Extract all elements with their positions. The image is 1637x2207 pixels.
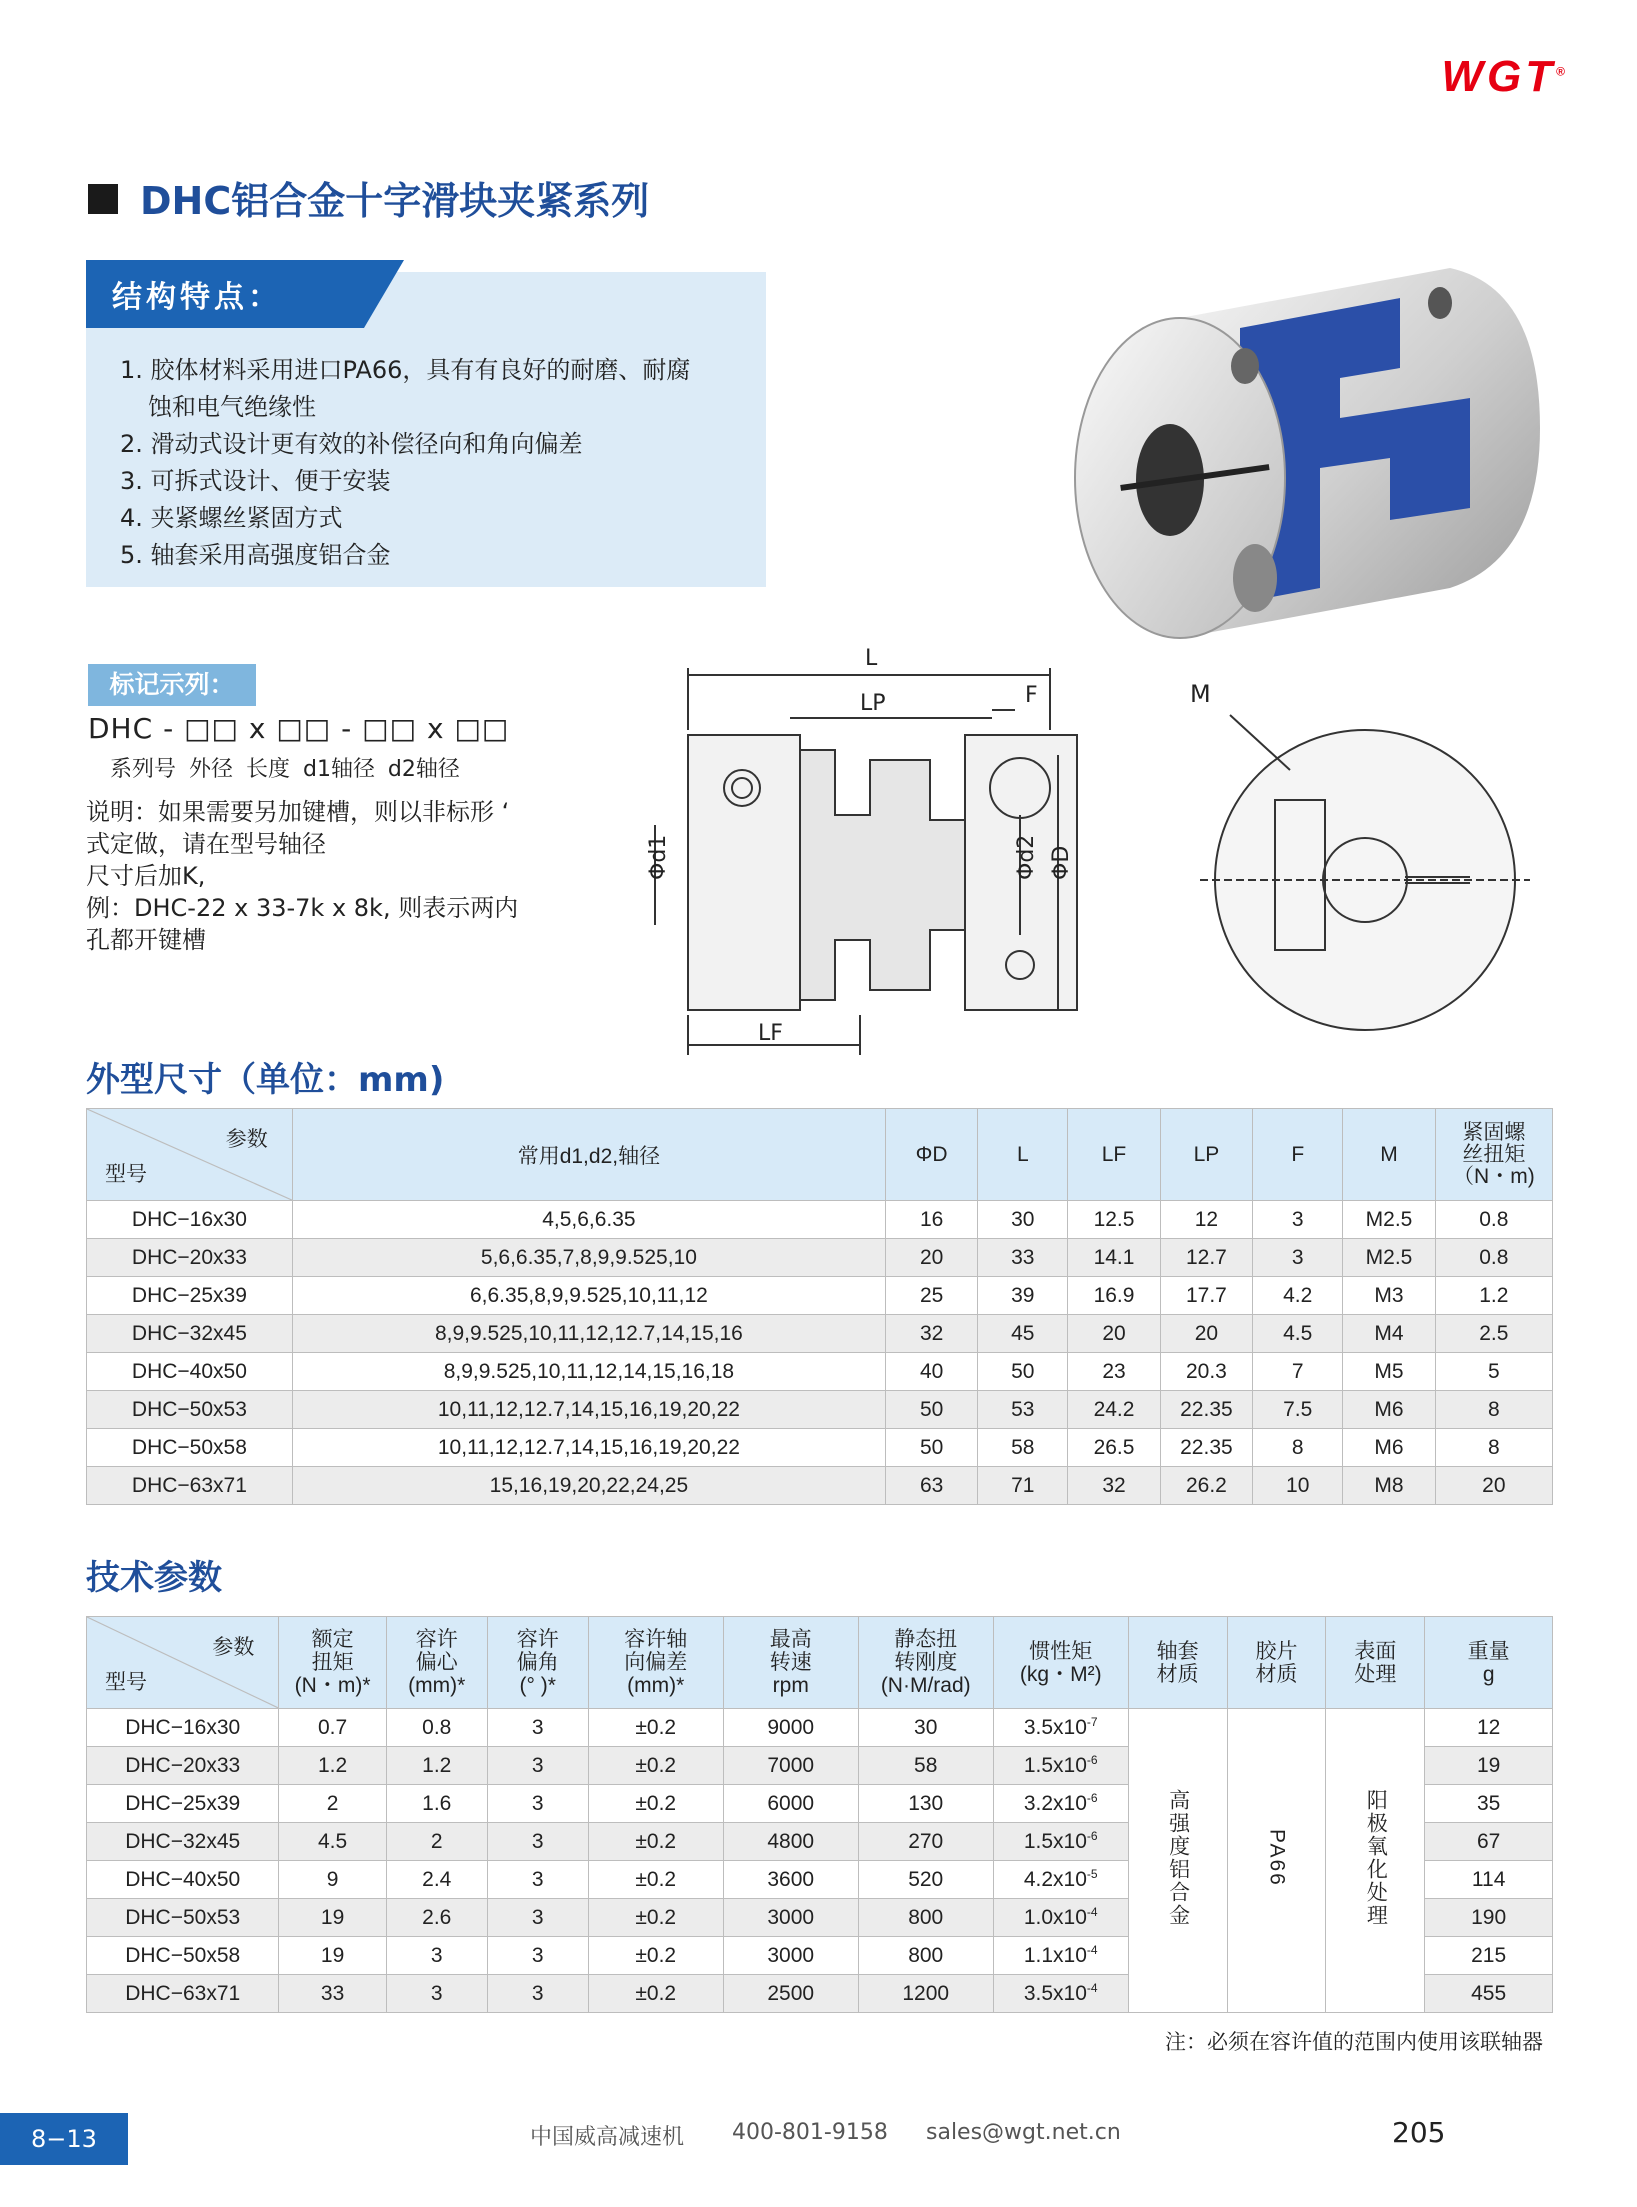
model-cell: DHC−63x71 (87, 1467, 293, 1505)
value-cell: 5,6,6.35,7,8,9,9.525,10 (292, 1239, 885, 1277)
inertia-cell: $1.1x10^{-4}$ (993, 1937, 1128, 1975)
value-cell: 3 (487, 1861, 588, 1899)
table-row (87, 1353, 1553, 1391)
feature-item: 5. 轴套采用高强度铝合金 (120, 541, 391, 569)
feature-item: 3. 可拆式设计、便于安装 (120, 467, 391, 495)
value-cell: 0.8 (386, 1709, 487, 1747)
footer-email[interactable]: sales@wgt.net.cn (926, 2120, 1121, 2145)
value-cell: M2.5 (1343, 1239, 1435, 1277)
value-cell: 58 (858, 1747, 993, 1785)
value-cell: 63 (886, 1467, 978, 1505)
model-cell: DHC−50x53 (87, 1391, 293, 1429)
model-cell: DHC−50x58 (87, 1937, 279, 1975)
feature-item: 4. 夹紧螺丝紧固方式 (120, 504, 343, 532)
side-view-drawing (620, 640, 1180, 1070)
value-cell: ±0.2 (588, 1747, 723, 1785)
weight-cell: 455 (1425, 1975, 1553, 2013)
tech-corner-header: 参数 型号 (87, 1617, 279, 1709)
value-cell: M6 (1343, 1429, 1435, 1467)
model-code-pattern: DHC - □□ x □□ - □□ x □□ (88, 712, 510, 745)
value-cell: 50 (886, 1391, 978, 1429)
value-cell: 50 (978, 1353, 1068, 1391)
inertia-cell: $3.2x10^{-6}$ (993, 1785, 1128, 1823)
footer-phone: 400-801-9158 (732, 2120, 888, 2145)
model-cell: DHC−40x50 (87, 1353, 293, 1391)
value-cell: 8 (1253, 1429, 1343, 1467)
value-cell: 23 (1068, 1353, 1160, 1391)
model-cell: DHC−16x30 (87, 1709, 279, 1747)
value-cell: 1.6 (386, 1785, 487, 1823)
col-header: L (978, 1109, 1068, 1201)
label-F: F (1025, 683, 1038, 708)
value-cell: 16.9 (1068, 1277, 1160, 1315)
inertia-cell: $1.5x10^{-6}$ (993, 1823, 1128, 1861)
model-cell: DHC−32x45 (87, 1823, 279, 1861)
label-L: L (865, 646, 878, 671)
value-cell: 0.8 (1435, 1239, 1552, 1277)
col-header: 紧固螺 丝扭矩 （N・m) (1435, 1109, 1552, 1201)
value-cell: 2.4 (386, 1861, 487, 1899)
features-heading: 结构特点： (112, 280, 282, 315)
model-cell: DHC−50x58 (87, 1429, 293, 1467)
table-row (87, 1201, 1553, 1239)
col-header: 额定 扭矩 (N・m)* (279, 1617, 386, 1709)
col-header: 重量 g (1425, 1617, 1553, 1709)
table-row (87, 1709, 1553, 1747)
table-row (87, 1277, 1553, 1315)
footnote: 注：必须在容许值的范围内使用该联轴器 (1165, 2030, 1543, 2054)
value-cell: ±0.2 (588, 1975, 723, 2013)
value-cell: 7.5 (1253, 1391, 1343, 1429)
value-cell: 3 (487, 1709, 588, 1747)
value-cell: 32 (886, 1315, 978, 1353)
value-cell: ±0.2 (588, 1861, 723, 1899)
value-cell: 2.5 (1435, 1315, 1552, 1353)
inertia-cell: $3.5x10^{-7}$ (993, 1709, 1128, 1747)
value-cell: 30 (978, 1201, 1068, 1239)
features-list (120, 352, 760, 574)
value-cell: 26.5 (1068, 1429, 1160, 1467)
value-cell: 20 (886, 1239, 978, 1277)
value-cell: ±0.2 (588, 1709, 723, 1747)
col-header: 容许 偏心 (mm)* (386, 1617, 487, 1709)
value-cell: 5 (1435, 1353, 1552, 1391)
tech-table (86, 1616, 1553, 2013)
value-cell: 14.1 (1068, 1239, 1160, 1277)
value-cell: 10,11,12,12.7,14,15,16,19,20,22 (292, 1429, 885, 1467)
table-row (87, 1315, 1553, 1353)
model-cell: DHC−20x33 (87, 1239, 293, 1277)
value-cell: M6 (1343, 1391, 1435, 1429)
value-cell: 20 (1435, 1467, 1552, 1505)
dimensions-corner-header: 参数 型号 (87, 1109, 293, 1201)
end-view-drawing (1180, 670, 1550, 1060)
footer-company: 中国威高减速机 (530, 2125, 685, 2150)
value-cell: 8,9,9.525,10,11,12,14,15,16,18 (292, 1353, 885, 1391)
col-header: LP (1160, 1109, 1252, 1201)
weight-cell: 12 (1425, 1709, 1553, 1747)
inertia-cell: $4.2x10^{-5}$ (993, 1861, 1128, 1899)
table-row (87, 1429, 1553, 1467)
weight-cell: 114 (1425, 1861, 1553, 1899)
col-header: LF (1068, 1109, 1160, 1201)
value-cell: 0.7 (279, 1709, 386, 1747)
model-cell: DHC−20x33 (87, 1747, 279, 1785)
value-cell: 19 (279, 1899, 386, 1937)
label-d2: Φd2 (1014, 834, 1039, 880)
value-cell: 24.2 (1068, 1391, 1160, 1429)
marking-note: 说明：如果需要另加键槽，则以非标形 ‘ 式定做，请在型号轴径 尺寸后加K, 例：DHC-22 x 33-7k x 8k, 则表示两内 孔都开键槽 (86, 798, 519, 954)
value-cell: 8,9,9.525,10,11,12,12.7,14,15,16 (292, 1315, 885, 1353)
value-cell: 22.35 (1160, 1391, 1252, 1429)
value-cell: 10,11,12,12.7,14,15,16,19,20,22 (292, 1391, 885, 1429)
value-cell: 2 (386, 1823, 487, 1861)
value-cell: 3 (487, 1937, 588, 1975)
value-cell: 3 (487, 1975, 588, 2013)
value-cell: 3000 (723, 1899, 858, 1937)
value-cell: 3 (487, 1899, 588, 1937)
model-cell: DHC−50x53 (87, 1899, 279, 1937)
value-cell: 33 (279, 1975, 386, 2013)
value-cell: ±0.2 (588, 1785, 723, 1823)
value-cell: 4.2 (1253, 1277, 1343, 1315)
value-cell: 20 (1160, 1315, 1252, 1353)
col-header: 胶片 材质 (1227, 1617, 1326, 1709)
value-cell: 1.2 (279, 1747, 386, 1785)
label-LF: LF (758, 1021, 783, 1046)
surface-treatment-cell: 阳极氧化处理 (1326, 1709, 1425, 2013)
value-cell: 4.5 (279, 1823, 386, 1861)
value-cell: ±0.2 (588, 1937, 723, 1975)
label-d1: Φd1 (646, 834, 671, 880)
col-header: 容许 偏角 (° )* (487, 1617, 588, 1709)
weight-cell: 35 (1425, 1785, 1553, 1823)
page-title: DHC铝合金十字滑块夹紧系列 (140, 179, 650, 223)
value-cell: 3600 (723, 1861, 858, 1899)
table-row (87, 1391, 1553, 1429)
value-cell: 45 (978, 1315, 1068, 1353)
value-cell: 53 (978, 1391, 1068, 1429)
col-header: 轴套 材质 (1128, 1617, 1227, 1709)
section-tag: 8−13 (0, 2113, 128, 2165)
feature-item: 2. 滑动式设计更有效的补偿径向和角向偏差 (120, 430, 583, 458)
value-cell: 1.2 (1435, 1277, 1552, 1315)
col-header: 表面 处理 (1326, 1617, 1425, 1709)
value-cell: 4800 (723, 1823, 858, 1861)
value-cell: 2 (279, 1785, 386, 1823)
value-cell: 20 (1068, 1315, 1160, 1353)
value-cell: 6,6.35,8,9,9.525,10,11,12 (292, 1277, 885, 1315)
weight-cell: 215 (1425, 1937, 1553, 1975)
value-cell: 7 (1253, 1353, 1343, 1391)
value-cell: 16 (886, 1201, 978, 1239)
value-cell: M5 (1343, 1353, 1435, 1391)
model-code-legend: 系列号 外径 长度 d1轴径 d2轴径 (110, 757, 460, 782)
value-cell: 3 (386, 1937, 487, 1975)
value-cell: 4,5,6,6.35 (292, 1201, 885, 1239)
model-cell: DHC−32x45 (87, 1315, 293, 1353)
value-cell: 1.2 (386, 1747, 487, 1785)
value-cell: 3 (386, 1975, 487, 2013)
value-cell: 26.2 (1160, 1467, 1252, 1505)
model-cell: DHC−25x39 (87, 1785, 279, 1823)
value-cell: 20.3 (1160, 1353, 1252, 1391)
weight-cell: 19 (1425, 1747, 1553, 1785)
col-header: F (1253, 1109, 1343, 1201)
value-cell: 8 (1435, 1429, 1552, 1467)
value-cell: ±0.2 (588, 1823, 723, 1861)
value-cell: 12 (1160, 1201, 1252, 1239)
dimensions-title: 外型尺寸（单位：mm) (86, 1060, 445, 1100)
value-cell: 520 (858, 1861, 993, 1899)
value-cell: 3000 (723, 1937, 858, 1975)
inertia-cell: $1.0x10^{-4}$ (993, 1899, 1128, 1937)
table-row (87, 1467, 1553, 1505)
coupling-product-image (1070, 258, 1560, 648)
col-header: 静态扭 转刚度 (N·M/rad) (858, 1617, 993, 1709)
value-cell: 32 (1068, 1467, 1160, 1505)
col-header: M (1343, 1109, 1435, 1201)
value-cell: 1200 (858, 1975, 993, 2013)
value-cell: 9000 (723, 1709, 858, 1747)
col-header: ΦD (886, 1109, 978, 1201)
label-LP: LP (860, 691, 886, 716)
value-cell: 25 (886, 1277, 978, 1315)
value-cell: 3 (487, 1823, 588, 1861)
value-cell: 40 (886, 1353, 978, 1391)
value-cell: 2500 (723, 1975, 858, 2013)
value-cell: 39 (978, 1277, 1068, 1315)
col-header: 最高 转速 rpm (723, 1617, 858, 1709)
dimensions-table (86, 1108, 1553, 1505)
label-M: M (1190, 680, 1211, 708)
value-cell: 0.8 (1435, 1201, 1552, 1239)
table-row (87, 1239, 1553, 1277)
value-cell: 17.7 (1160, 1277, 1252, 1315)
value-cell: 22.35 (1160, 1429, 1252, 1467)
value-cell: 19 (279, 1937, 386, 1975)
dimensions-table-body (87, 1201, 1553, 1505)
col-header: 常用d1,d2,轴径 (292, 1109, 885, 1201)
model-cell: DHC−25x39 (87, 1277, 293, 1315)
value-cell: 12.7 (1160, 1239, 1252, 1277)
weight-cell: 190 (1425, 1899, 1553, 1937)
value-cell: ±0.2 (588, 1899, 723, 1937)
inertia-cell: $1.5x10^{-6}$ (993, 1747, 1128, 1785)
value-cell: 8 (1435, 1391, 1552, 1429)
value-cell: 30 (858, 1709, 993, 1747)
value-cell: 9 (279, 1861, 386, 1899)
value-cell: 7000 (723, 1747, 858, 1785)
tech-title: 技术参数 (86, 1558, 222, 1598)
value-cell: 130 (858, 1785, 993, 1823)
marking-tag: 标记示列： (88, 664, 256, 706)
feature-item: 1. 胶体材料采用进口PA66，具有有良好的耐磨、耐腐 (120, 356, 691, 384)
sleeve-material-cell: 高强度铝合金 (1128, 1709, 1227, 2013)
value-cell: 4.5 (1253, 1315, 1343, 1353)
value-cell: 71 (978, 1467, 1068, 1505)
value-cell: 6000 (723, 1785, 858, 1823)
value-cell: M8 (1343, 1467, 1435, 1505)
model-cell: DHC−16x30 (87, 1201, 293, 1239)
value-cell: M4 (1343, 1315, 1435, 1353)
brand-logo: WGT® (1441, 52, 1569, 101)
title-bullet (88, 184, 118, 214)
value-cell: 58 (978, 1429, 1068, 1467)
value-cell: 3 (487, 1785, 588, 1823)
value-cell: 2.6 (386, 1899, 487, 1937)
value-cell: 800 (858, 1937, 993, 1975)
value-cell: 12.5 (1068, 1201, 1160, 1239)
value-cell: 3 (1253, 1201, 1343, 1239)
value-cell: 3 (1253, 1239, 1343, 1277)
value-cell: M3 (1343, 1277, 1435, 1315)
film-material-cell: PA66 (1227, 1709, 1326, 2013)
value-cell: 3 (487, 1747, 588, 1785)
weight-cell: 67 (1425, 1823, 1553, 1861)
inertia-cell: $3.5x10^{-4}$ (993, 1975, 1128, 2013)
model-cell: DHC−63x71 (87, 1975, 279, 2013)
feature-item: 蚀和电气绝缘性 (148, 393, 316, 421)
value-cell: 15,16,19,20,22,24,25 (292, 1467, 885, 1505)
value-cell: M2.5 (1343, 1201, 1435, 1239)
page-number: 205 (1392, 2116, 1446, 2149)
value-cell: 270 (858, 1823, 993, 1861)
value-cell: 33 (978, 1239, 1068, 1277)
value-cell: 800 (858, 1899, 993, 1937)
col-header: 惯性矩 (kg・M²) (993, 1617, 1128, 1709)
model-cell: DHC−40x50 (87, 1861, 279, 1899)
value-cell: 10 (1253, 1467, 1343, 1505)
tech-table-body (87, 1709, 1553, 2013)
value-cell: 50 (886, 1429, 978, 1467)
label-D: ΦD (1049, 845, 1074, 880)
col-header: 容许轴 向偏差 (mm)* (588, 1617, 723, 1709)
